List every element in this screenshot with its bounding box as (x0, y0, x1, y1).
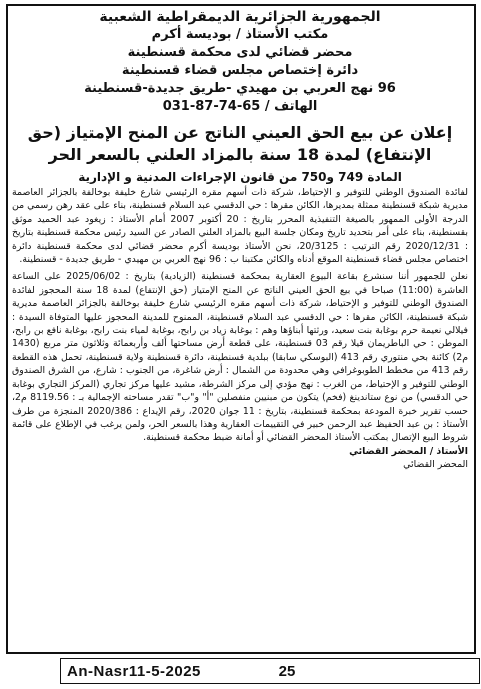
legal-reference: المادة 749 و750 من قانون الإجراءات المدنية و الإدارية (78, 170, 402, 184)
announcement-title: إعلان عن بيع الحق العيني الناتج عن المنح الإمتياز (حق الإنتفاع) لمدة 18 سنة بالمزاد العلني بالسعر الحر (27, 123, 453, 164)
office-name: مكتب الأستاذ / بوديسة أكرم (151, 27, 329, 42)
announcement-content (12, 8, 468, 471)
creditor-paragraph: لفائدة الصندوق الوطني للتوفير و الإحتياط، شركة ذات أسهم مقره الرئيسي شارع خليفة بوخالفة بالجزائر العاصمة مديرية شبكة قسنطينة ممثلة بمديرها، الكائن مقرها : حي الدقسي عبد السلام قسنطينة، بناء على عقد رهن رسمي من الدرجة الأولى الممهور بالصيغة التنفيذية المحرر بتاريخ : 20 أكتوبر 2007 أمام الأستاذ : زيغود عبد الحميد موثق بقسنطينة، بناء على أمر بتحديد تاريخ ومكان جلسة البيع بالمزاد العلني الصادر عن السيد رئيس محكمة قسنطينة بتاريخ : 2020/12/31 رقم الترتيب : 20/3125، نحن الأستاذ بوديسة أكرم محضر قضائي لدى محكمة قسنطينة دائرة اختصاص مجلس قضاء قسنطينة الموقع أدناه والكائن مكتبنا ب : 96 نهج العربي بن مهيدي - طريق جديدة - قسنطينة. (12, 187, 469, 266)
jurisdiction: دائرة إختصاص مجلس قضاء قسنطينة (121, 63, 359, 78)
signature-name: المحضر القضائي (403, 458, 468, 470)
signature-title: الأستاذ / المحضر القضائي (349, 445, 468, 457)
page-footer (60, 658, 480, 684)
office-address: 96 نهج العربي بن مهيدي -طريق جديدة-قسنطينة (84, 81, 396, 96)
newspaper-issue: An-Nasr11-5-2025 (67, 662, 201, 680)
republic-name: الجمهورية الجزائرية الديمقراطية الشعبية (99, 9, 381, 25)
bailiff-title: محضر قضائي لدى محكمة قسنطينة (127, 45, 353, 60)
office-phone: الهاتف / 65-74-87-031 (162, 99, 318, 114)
auction-paragraph: نعلن للجمهور أننا سنشرع بقاعة البيوع العقارية بمحكمة قسنطينة (الزيادية) بتاريخ : 2025/06/02 على الساعة العاشرة (11:00) صباحا في بيع الحق العيني الناتج عن المنح الإمتياز (حق الإنتفاع) لمدة 18 سنة المحجوز لفائدة الصندوق الوطني للتوفير و الإحتياط، شركة ذات أسهم مقره الرئيسي شارع خليفة بوخالفة بالجزائر العاصمة مديرية شبكة قسنطينة، الكائن مقرها : حي الدقسي عبد السلام قسنطينة، الممنوح للمدينة المحجوز عليها المتوفاة السيدة : فيلالي نعيمة حرم بوغابة بنت سعيد، ورثتها أبناؤها وهم : بوغابة زياد بن رابح، بوغابة لمياء بنت رابح، بوغابة نافع بن رابح، الموطن : حي الباطريمان قيلا رقم 03 قسنطينة، على قطعة أرض مساحتها ألف وأربعمائة وثلاثون متر مربع (1430 م2) كائنة بحي منتوري رقم 413 (البوسكي سابقا) ببلدية قسنطينة، دائرة قسنطينة ولاية قسنطينة، تحمل هذه القطعة رقم 413 من مخطط الطوبوغرافي وهي محدودة من الشمال : أرض شاغرة، من الجنوب : شارع، من الشرق الصندوق الوطني للتوفير و الإحتياط، من الغرب : نهج مؤدي إلى مركز الشرطة، مشيد عليها مركز تجاري (المركز التجاري بوغابة حي الدقسي) من نوع ستاندينغ (فخم) يتكون من مبنيين منفصلين "أ" و"ب" تقدر مساحته الإجمالية بـ : 8119.56 م2، حسب تقرير خبرة المودعة بمحكمة قسنطينة، بتاريخ : 11 جوان 2020، رقم الإيداع : 2020/386 المنجزة من طرف الأستاذ : بن عبد الحفيظ عبد الرحمن خبير في التقييمات العقارية وهذا بالسعر الحر، ولمن يرغب في الإطلاع على قائمة شروط البيع الإتصال بمكتب الأستاذ المحضر القضائي أو أمانة ضبط محكمة قسنطينة. (12, 271, 469, 444)
page-number: 25 (278, 662, 296, 680)
